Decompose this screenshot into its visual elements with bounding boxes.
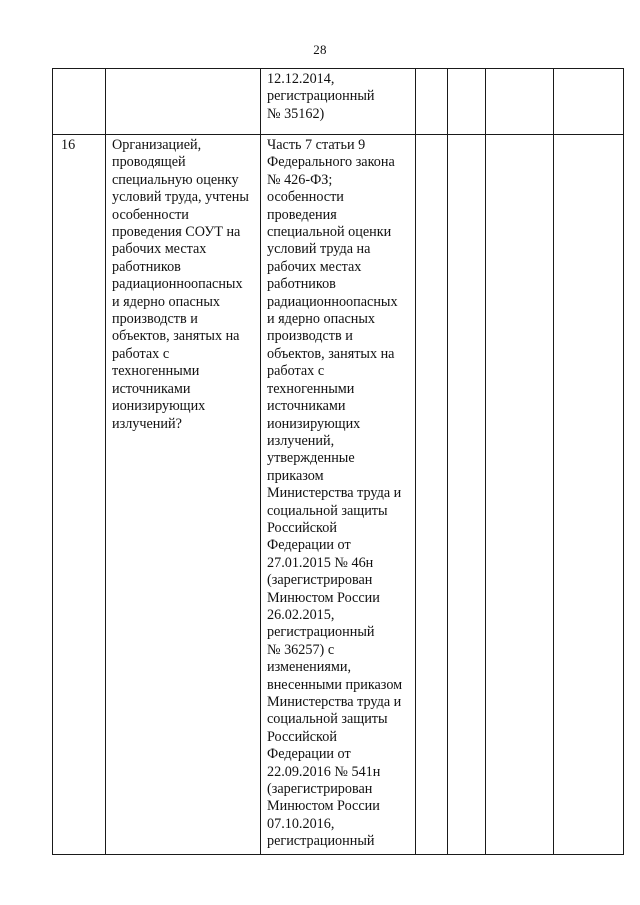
answer-cell-yes — [416, 69, 448, 135]
requirements-text: 12.12.2014, регистрационный № 35162) — [267, 71, 375, 122]
row-number-cell — [53, 135, 106, 855]
notes-cell — [554, 69, 624, 135]
question-cell — [106, 69, 261, 135]
answer-cell-not-applicable — [486, 135, 554, 855]
page-number: 28 — [313, 42, 327, 57]
table-row — [53, 69, 624, 135]
answer-cell-not-applicable — [486, 69, 554, 135]
question-cell — [106, 135, 261, 855]
row-number-cell — [53, 69, 106, 135]
answer-cell-yes — [416, 135, 448, 855]
requirements-text: Часть 7 статьи 9 Федерального закона № 426-ФЗ; особенности проведения специальной оценки условий труда на рабочих местах работников радиационноопасных и ядерно опасных производств и объектов, занятых на работах с техногенными источниками ионизирующих излучений, утвержденные приказом Министерства труда и социальной защиты Российской Федерации от 27.01.2015 № 46н (зарегистрирован Минюстом России 26.02.2015, регистрационный № 36257) с изменениями, внесенными приказом Министерства труда и социальной защиты Российской Федерации от 22.09.2016 № 541н (зарегистрирован Минюстом России 07.10.2016, регистрационный — [267, 137, 403, 850]
requirements-cell — [261, 135, 416, 855]
answer-cell-no — [448, 135, 486, 855]
question-text: Организацией, проводящей специальную оценку условий труда, учтены особенности проведения СОУТ на рабочих местах работников радиационноопасных и ядерно опасных производств и объектов, занятых на работах с техногенными источниками ионизирующих излучений? — [112, 137, 249, 432]
row-number: 16 — [61, 137, 76, 153]
answer-cell-no — [448, 69, 486, 135]
requirements-table — [52, 68, 624, 855]
notes-cell — [554, 135, 624, 855]
requirements-cell — [261, 69, 416, 135]
table-row — [53, 135, 624, 855]
